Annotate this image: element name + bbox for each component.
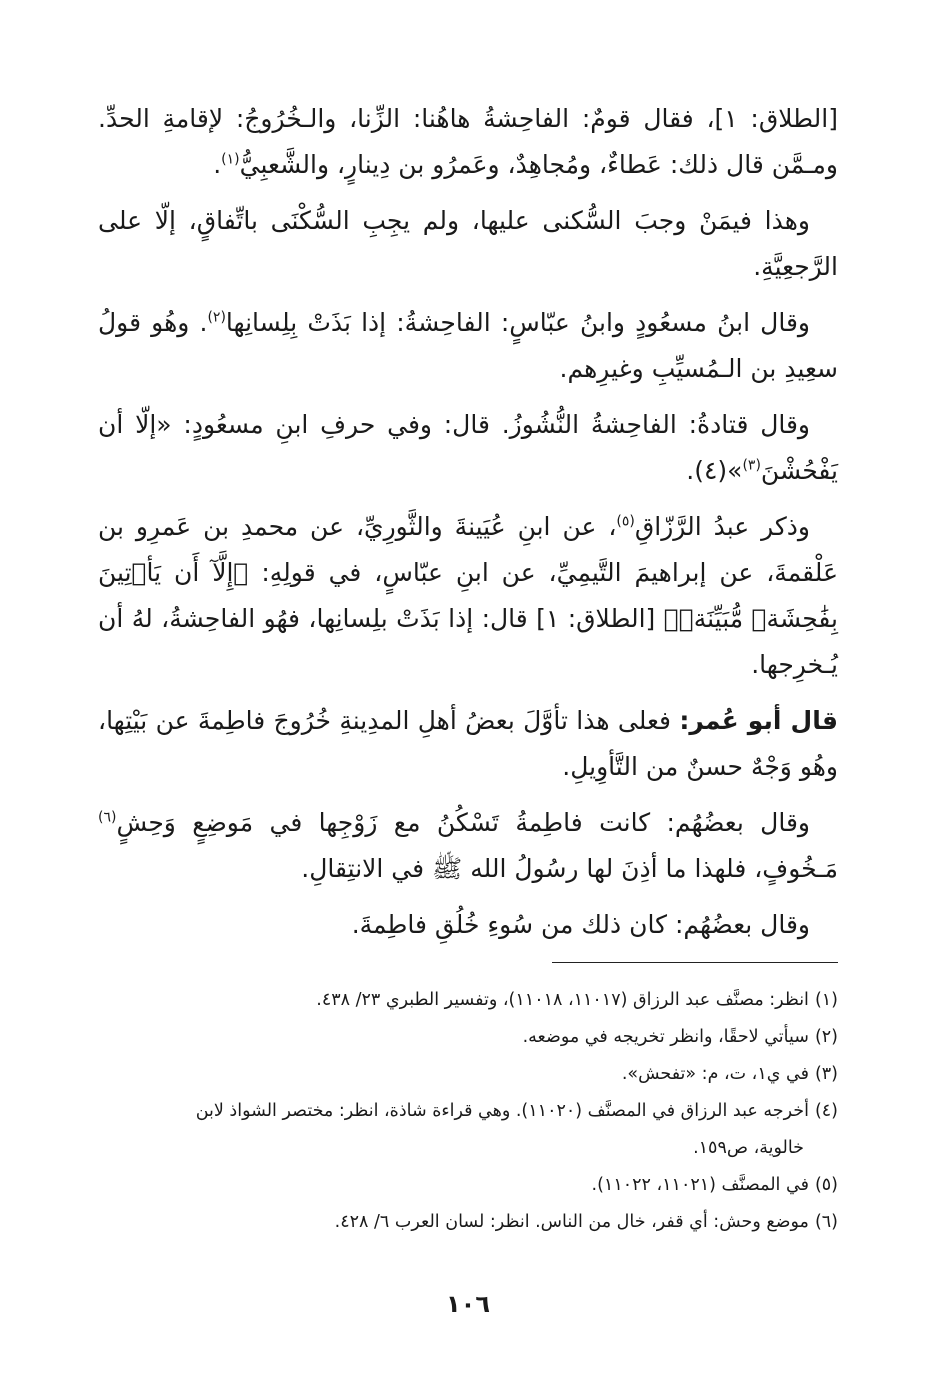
page-number: ١٠٦: [446, 1290, 490, 1318]
footnote-ref-5[interactable]: (٥): [616, 513, 635, 530]
paragraph-5: وذكر عبدُ الرَّزّاقِ$^{(٥)}$، عن ابنِ عُيَينةَ والثَّورِيِّ، عن محمدِ بن عَمرِو بن عَلْقمةَ، عن إبراهيمَ التَّيمِيِّ، عن ابنِ عبّاسٍ، في قولِهِ: ﴿إِلَّآ أَن يَأۡتِينَ بِفَٰحِشَةٖ مُّبَيِّنَةٖ﴾ [الطلاق: ١] قال: إذا بَذَتْ بلِسانِها، فهُو الفاحِشةُ، لهُ أن يُـخرِجها.: [98, 512, 838, 679]
footnotes: [98, 982, 838, 1241]
paragraph-2: وهذا فيمَنْ وجبَ السُّكنى عليها، ولم يجِبِ السُّكْنَى باتِّفاقٍ، إلّا على الرَّجعِيَّةِ.: [98, 206, 838, 281]
paragraph-8: وقال بعضُهُم: كان ذلك من سُوءِ خُلُقِ فاطِمةَ.: [351, 910, 810, 939]
paragraph-6: قال أبو عُمر: فعلى هذا تأوَّلَ بعضُ أهلِ المدِينةِ خُرُوجَ فاطِمةَ عن بَيْتِها، وهُو وَجْهٌ حسنٌ من التَّأوِيلِ.: [98, 706, 838, 781]
author-label: قال أبو عُمر:: [679, 706, 838, 735]
footnote-3: (٣)في ي١، ت، م: «تفحش».: [621, 1064, 838, 1084]
main-text: [98, 96, 838, 958]
footnote-6: (٦)موضع وحش: أي قفر، خال من الناس. انظر: لسان العرب ٦/ ٤٢٨.: [334, 1212, 838, 1232]
footnote-ref-6[interactable]: (٦): [98, 809, 117, 826]
footnote-divider: [552, 962, 838, 963]
footnote-ref-2[interactable]: (٢): [207, 309, 226, 326]
footnote-2: (٢)سيأتي لاحقًا، وانظر تخريجه في موضعه.: [522, 1027, 838, 1047]
paragraph-4: وقال قتادةُ: الفاحِشةُ النُّشُوزُ. قال: وفي حرفِ ابنِ مسعُودٍ: «إلّا أن يَفْحُشْنَ$^{(٣)}$»(٤).: [98, 410, 838, 485]
footnote-4: (٤)أخرجه عبد الرزاق في المصنَّف (١١٠٢٠). وهي قراءة شاذة، انظر: مختصر الشواذ لابن: [195, 1101, 838, 1121]
paragraph-3: وقال ابنُ مسعُودٍ وابنُ عبّاسٍ: الفاحِشةُ: إذا بَذَتْ بِلِسانِها$^{(٢)}$. وهُو قولُ سعِيدِ بن الـمُسيِّبِ وغيرِهم.: [98, 308, 838, 383]
footnote-1: (١)انظر: مصنَّف عبد الرزاق (١١٠١٧، ١١٠١٨)، وتفسير الطبري ٢٣/ ٤٣٨.: [316, 990, 838, 1010]
paragraph-7: وقال بعضُهُم: كانت فاطِمةُ تَسْكُنُ مع زَوْجِها في مَوضِعٍ وَحِشٍ$^{(٦)}$ مَـخُوفٍ، فلهذا ما أذِنَ لها رسُولُ الله ﷺ في الانتِقالِ.: [98, 808, 838, 883]
footnote-5: (٥)في المصنَّف (١١٠٢١، ١١٠٢٢).: [591, 1175, 838, 1195]
footnote-ref-1[interactable]: (١): [221, 151, 240, 168]
footnote-ref-3[interactable]: (٣): [742, 457, 761, 474]
paragraph-1: [الطلاق: ١]، فقال قومٌ: الفاحِشةُ هاهُنا: الزِّنا، والـخُرُوجُ: لإقامةِ الحدِّ. ومـمَّن قال ذلك: عَطاءٌ، ومُجاهِدٌ، وعَمرُو بن دِينارٍ، والشَّعبِيُّ$^{(١)}$.: [98, 104, 838, 179]
footnote-4-continued: خالوية، ص١٥٩.: [693, 1138, 804, 1158]
